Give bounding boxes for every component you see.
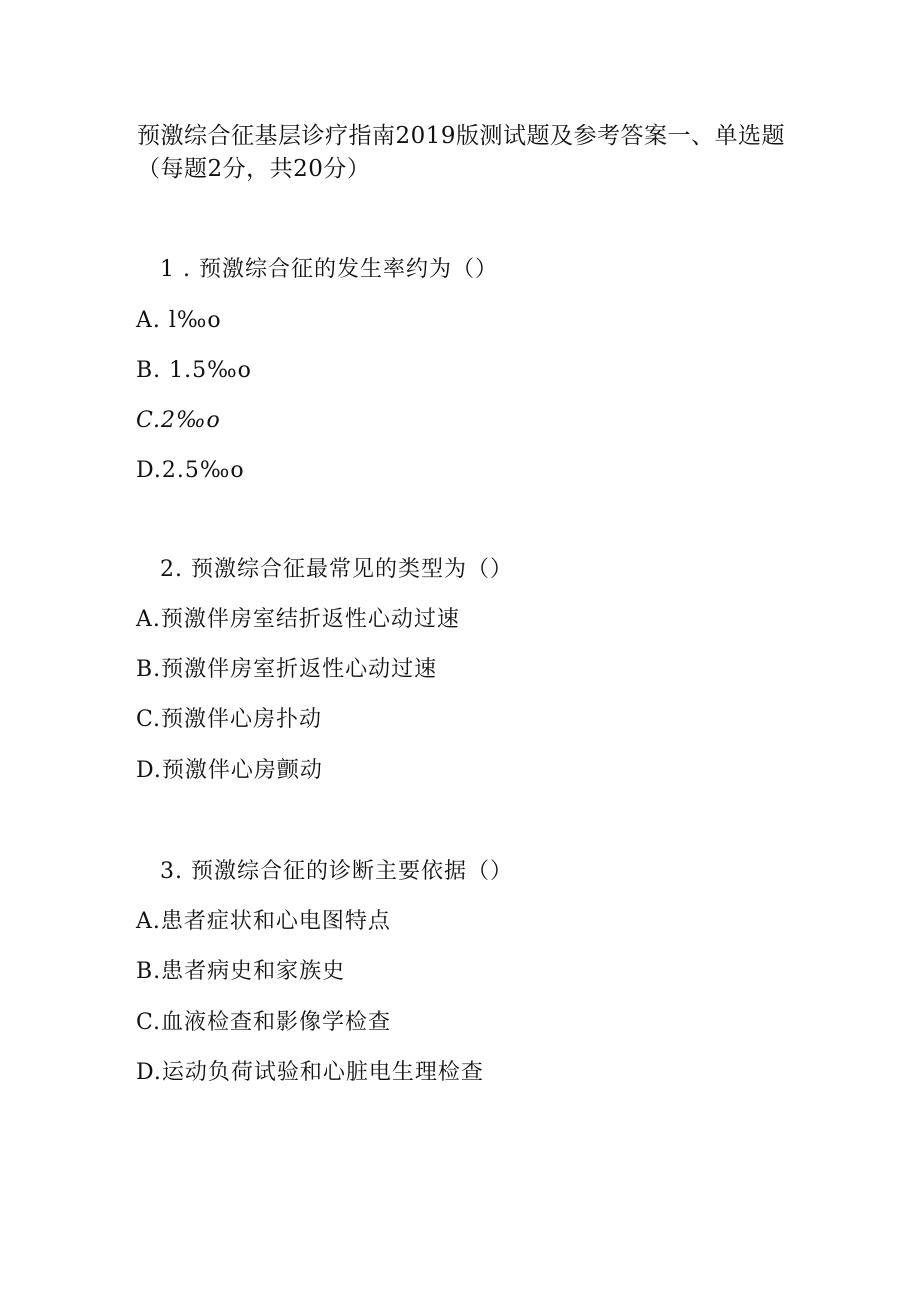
question-1-option-c: C.2‰o xyxy=(136,408,221,433)
question-3-option-d: D.运动负荷试验和心脏电生理检查 xyxy=(136,1060,484,1085)
question-3-option-a: A.患者症状和心电图特点 xyxy=(136,909,391,934)
document-title: 预激综合征基层诊疗指南2019版测试题及参考答案一、单选题（每题2分，共20分） xyxy=(137,123,786,182)
question-1-option-b: B. 1.5‰o xyxy=(136,358,252,383)
question-2-option-a: A.预激伴房室结折返性心动过速 xyxy=(136,607,460,632)
question-1-option-a: A. l‰o xyxy=(136,308,222,333)
question-2-option-c: C.预激伴心房扑动 xyxy=(136,707,323,732)
question-2-option-d: D.预激伴心房颤动 xyxy=(136,758,323,783)
question-3-stem: 3. 预激综合征的诊断主要依据（） xyxy=(160,859,513,884)
question-3-option-b: B.患者病史和家族史 xyxy=(136,959,346,984)
question-1-option-d: D.2.5‰o xyxy=(136,458,245,483)
question-3-option-c: C.血液检查和影像学检查 xyxy=(136,1010,392,1035)
question-2-stem: 2. 预激综合征最常见的类型为（） xyxy=(160,557,513,582)
question-1-stem: 1 . 预激综合征的发生率约为（） xyxy=(160,257,498,282)
question-2-option-b: B.预激伴房室折返性心动过速 xyxy=(136,657,438,682)
